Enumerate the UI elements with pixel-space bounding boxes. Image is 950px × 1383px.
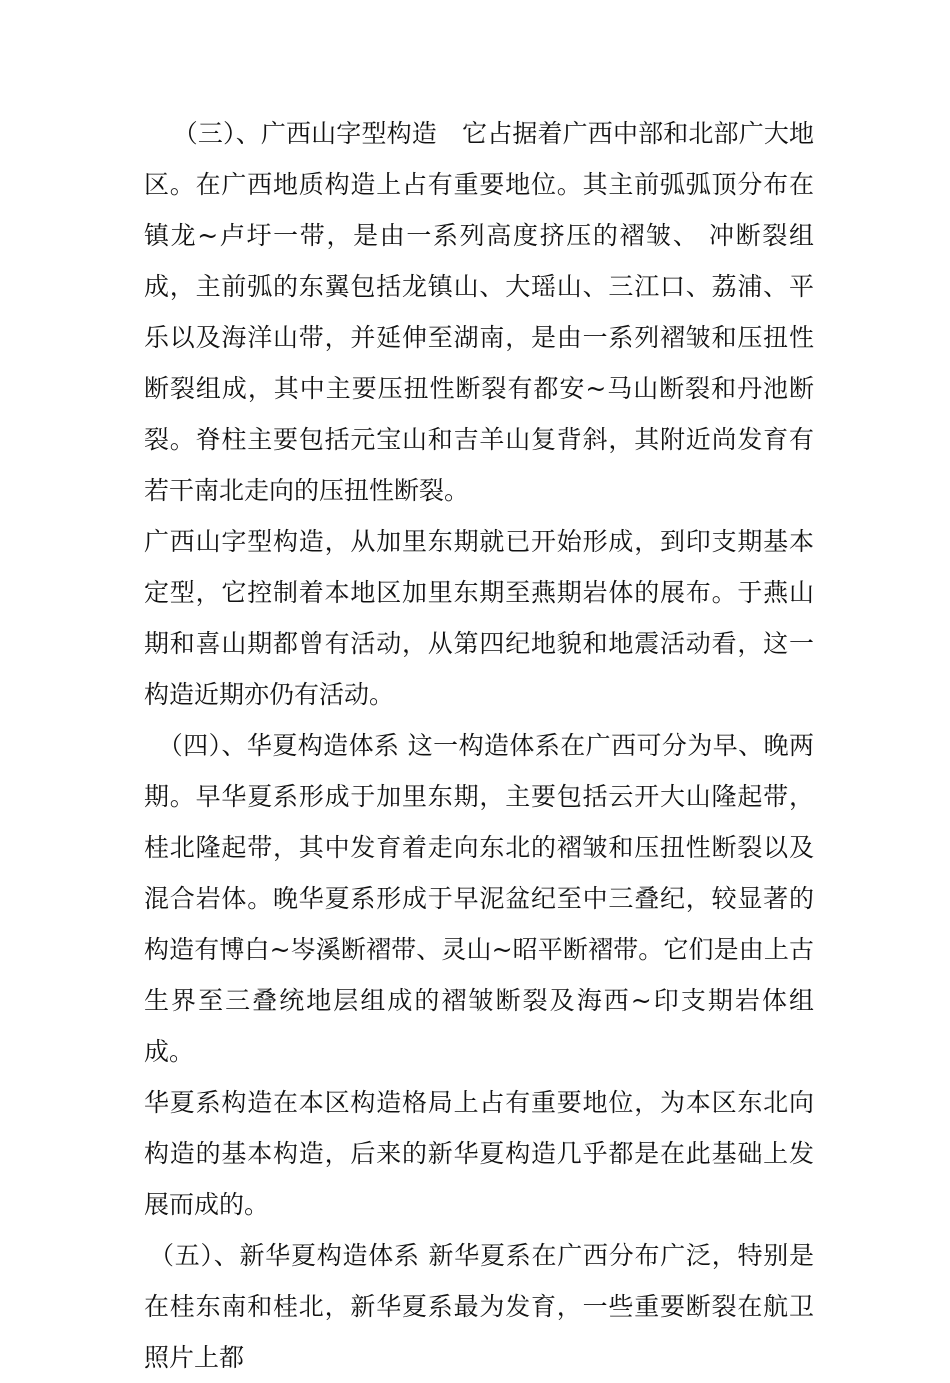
paragraph-huaxia-system: （四）、华夏构造体系 这一构造体系在广西可分为早、晚两期。早华夏系形成于加里东期，主要包括云开大山隆起带，桂北隆起带，其中发育着走向东北的褶皱和压扭性断裂以及混合岩体。晚华夏系形成于早泥盆纪至中三叠纪，较显著的构造有博白~岑溪断褶带、灵山~昭平断褶带。它们是由上古生界至三叠统地层组成的褶皱断裂及海西~印支期岩体组成。 bbox=[144, 731, 814, 1066]
paragraph-huaxia-significance: 华夏系构造在本区构造格局上占有重要地位，为本区东北向构造的基本构造，后来的新华夏构造几乎都是在此基础上发展而成的。 bbox=[144, 1088, 814, 1219]
document-body bbox=[144, 108, 814, 1383]
paragraph-neocathaysian-system: （五）、新华夏构造体系 新华夏系在广西分布广泛，特别是在桂东南和桂北，新华夏系最为发育，一些重要断裂在航卫照片上都 bbox=[144, 1241, 814, 1372]
paragraph-shanzixing-history: 广西山字型构造，从加里东期就已开始形成，到印支期基本定型，它控制着本地区加里东期至燕期岩体的展布。于燕山期和喜山期都曾有活动，从第四纪地貌和地震活动看，这一构造近期亦仍有活动。 bbox=[144, 527, 814, 709]
paragraph-shanzixing-structure: （三）、广西山字型构造 它占据着广西中部和北部广大地区。在广西地质构造上占有重要地位。其主前弧弧顶分布在镇龙~卢圩一带，是由一系列高度挤压的褶皱、 冲断裂组成，主前弧的东翼包括龙镇山、大瑶山、三江口、荔浦、平乐以及海洋山带，并延伸至湖南，是由一系列褶皱和压扭性断裂组成，其中主要压扭性断裂有都安~马山断裂和丹池断裂。脊柱主要包括元宝山和吉羊山复背斜，其附近尚发育有若干南北走向的压扭性断裂。 bbox=[144, 119, 814, 505]
